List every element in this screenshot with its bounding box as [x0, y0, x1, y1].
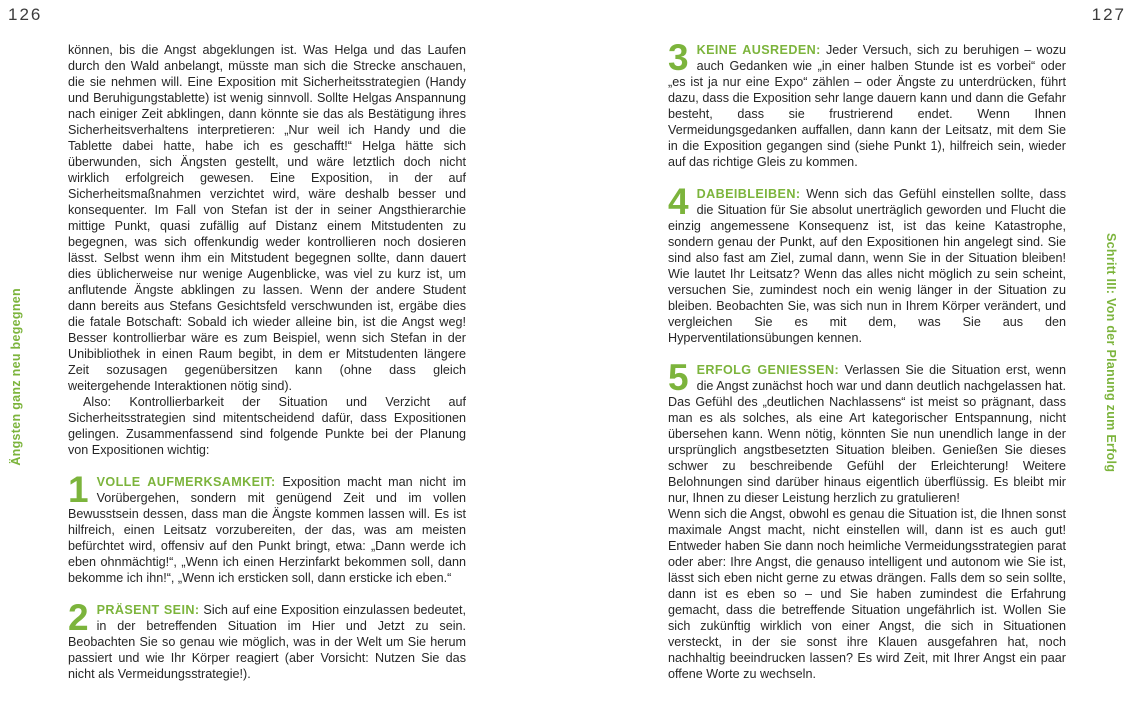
- left-page-text-column: [68, 42, 466, 682]
- numbered-item-4: [668, 181, 1067, 346]
- item-body: Jeder Versuch, sich zu beruhigen – wozu auch Gedanken wie „in einer halben Stunde ist es vorbei“ oder „es ist ja nur eine Expo“ zählen – oder Ängste zu unterdrücken, führt dazu, dass die Exposition sehr lange dauern kann und dann die Gefahr besteht, dass sie frustrierend endet. Wenn Ihnen Vermeidungsgedanken auffallen, dann kann der Leitsatz, mit dem Sie in die Exposition gegangen sind (siehe Punkt 1), hilfreich sein, wieder auf das richtige Gleis zu kommen.: [668, 43, 1067, 169]
- item-heading: VOLLE AUFMERKSAMKEIT:: [96, 475, 276, 489]
- item-paragraph: [668, 357, 1067, 506]
- numbered-item-5: [668, 357, 1067, 506]
- right-page-text-column: [668, 37, 1067, 682]
- right-margin-section-label: Schritt III: Von der Planung zum Erfolg: [1104, 233, 1118, 473]
- item-heading: KEINE AUSREDEN:: [696, 43, 821, 57]
- numbered-item-1: [68, 469, 466, 586]
- left-margin-chapter-label: Ängsten ganz neu begegnen: [9, 288, 23, 466]
- item-number: 4: [668, 181, 688, 222]
- numbered-item-2: [68, 597, 467, 682]
- item-number: 2: [68, 597, 88, 638]
- body-paragraph: können, bis die Angst abgeklungen ist. Was Helga und das Laufen durch den Wald anbelangt, müsste man sich die Strecke anschauen, die sie nehmen will. Eine Exposition mit Sicherheitsstrategien (Handy und Beruhigungstablette) ist wenig sinnvoll. Sollte Helgas Anspannung nach einiger Zeit abklingen, dann könnte sie das als Bestätigung ihres Sicherheitsverhaltens interpretieren: „Nur weil ich Handy und die Tablette dabei hatte, habe ich es geschafft!“ Helga hätte sich überwunden, sich Ängsten gestellt, und wäre letztlich doch nicht wirklich erfolgreich gewesen. Eine Exposition, in der auf Sicherheitsmaßnahmen verzichtet wird, wäre deshalb besser und konsequenter. Im Fall von Stefan ist der in seiner Angsthierarchie mittige Punkt, quasi zufällig auf Distanz einem Mitstudenten zu begegnen, was sich offenkundig weder kontrollieren noch dosieren lässt. Selbst wenn ihm ein Mitstudent begegnen sollte, dann dauert dies üblicherweise nur wenige Augenblicke, was viel zu kurz ist, um anflutende Ängste abklingen zu lassen. Wenn der andere Student dann bereits aus Stefans Gesichtsfeld verschwunden ist, ergäbe dies die fatale Botschaft: Sobald ich wieder alleine bin, ist die Angst weg! Besser kontrollierbar wäre es zum Beispiel, wenn sich Stefan in der Unibibliothek in einen Raum begibt, in dem er Mitstudenten längere Zeit sozusagen gegenübersitzen kann (ohne dass gleich weitergehende Interaktionen nötig sind).: [68, 43, 466, 393]
- page-number-right: 127: [1091, 5, 1126, 24]
- item-paragraph: [668, 37, 1067, 170]
- item-paragraph: [68, 469, 466, 586]
- numbered-item-3: [668, 37, 1067, 170]
- item-paragraph: [68, 597, 467, 682]
- closing-paragraph: Wenn sich die Angst, obwohl es genau die Situation ist, die Ihnen sonst maximale Angst macht, nicht einstellen will, dann ist es auch gut! Entweder haben Sie dann noch heimliche Vermeidungsstrategien parat oder aber: Ihre Angst, die genauso intelligent und autonom wie Sie ist, lässt sich eben nicht gerne zu etwas drängen. Falls dem so sein sollte, dann ist es eben so – und Sie haben zumindest die Erfahrung gemacht, dass die betreffende Situation ungefährlich ist. Wollen Sie sich zukünftig wirklich von einer Angst, die sich in Situationen versteckt, in der sie sonst ihre Klauen ausgefahren hat, noch nachhaltig beeindrucken lassen? Es wird Zeit, mit Ihrer Angst ein paar offene Worte zu wechseln.: [668, 507, 1066, 681]
- body-paragraph: Also: Kontrollierbarkeit der Situation und Verzicht auf Sicherheitsstrategien sind mitentscheidend dafür, dass Expositionen gelingen. Zusammenfassend sind folgende Punkte bei der Planung von Expositionen wichtig:: [68, 395, 466, 457]
- item-body: Wenn sich das Gefühl einstellen sollte, dass die Situation für Sie absolut unerträglich geworden und Flucht die einzig angemessene Konsequenz ist, ist das keine Katastrophe, sondern genau der Punkt, auf den Expositionen hin angelegt sind. Sie sind also fast am Ziel, zumal dann, wenn Sie in der Situation bleiben! Wie lautet Ihr Leitsatz? Wenn das alles nicht möglich zu sein scheint, versuchen Sie, zumindest noch ein wenig länger in der Situation zu bleiben. Beobachten Sie, was sich nun in Ihrem Körper verändert, und vergleichen Sie es mit dem, was Sie aus den Hyperventilationsübungen kennen.: [668, 187, 1067, 345]
- item-heading: PRÄSENT SEIN:: [96, 603, 200, 617]
- item-paragraph: [668, 181, 1067, 346]
- item-body: Sich auf eine Exposition einzulassen bedeutet, in der betreffenden Situation im Hier und Jetzt zu sein. Beobachten Sie so genau wie möglich, was in der Welt um Sie herum passiert und wie Ihr Körper reagiert (aber Vorsicht: Nutzen Sie das nicht als Vermeidungsstrategie!).: [68, 603, 467, 681]
- item-heading: ERFOLG GENIESSEN:: [696, 363, 840, 377]
- item-number: 3: [668, 37, 688, 78]
- item-number: 1: [68, 469, 88, 510]
- item-heading: DABEIBLEIBEN:: [696, 187, 801, 201]
- item-number: 5: [668, 357, 688, 398]
- item-body: Verlassen Sie die Situation erst, wenn die Angst zunächst hoch war und dann deutlich nachgelassen hat. Das Gefühl des „deutlichen Nachlassens“ ist meist so prägnant, dass man es als solches, als eine Art kategorischer Entspannung, nicht übersehen kann. Wenn nötig, könnten Sie nun unendlich lange in der ursprünglich angstbesetzten Situation bleiben. Genießen Sie dieses schwer zu beschreibende Gefühl der Erleichterung! Weitere Belohnungen sind darüber hinaus eigentlich überflüssig. Es bleibt mir nur, Ihnen zu dieser Leistung herzlich zu gratulieren!: [668, 363, 1067, 505]
- page-number-left: 126: [8, 5, 43, 24]
- item-body: Exposition macht man nicht im Vorübergehen, sondern mit genügend Zeit und im vollen Bewusstsein dessen, dass man die Ängste kommen lassen will. Es ist hilfreich, einen Leitsatz vorzubereiten, der das, was am meisten befürchtet wird, offensiv auf den Punkt bringt, etwa: „Dann werde ich eben ohnmächtig!“, „Wenn ich einen Herzinfarkt bekommen soll, dann bekomme ich ihn!“, „Wenn ich ersticken soll, dann ersticke ich eben.“: [68, 475, 466, 585]
